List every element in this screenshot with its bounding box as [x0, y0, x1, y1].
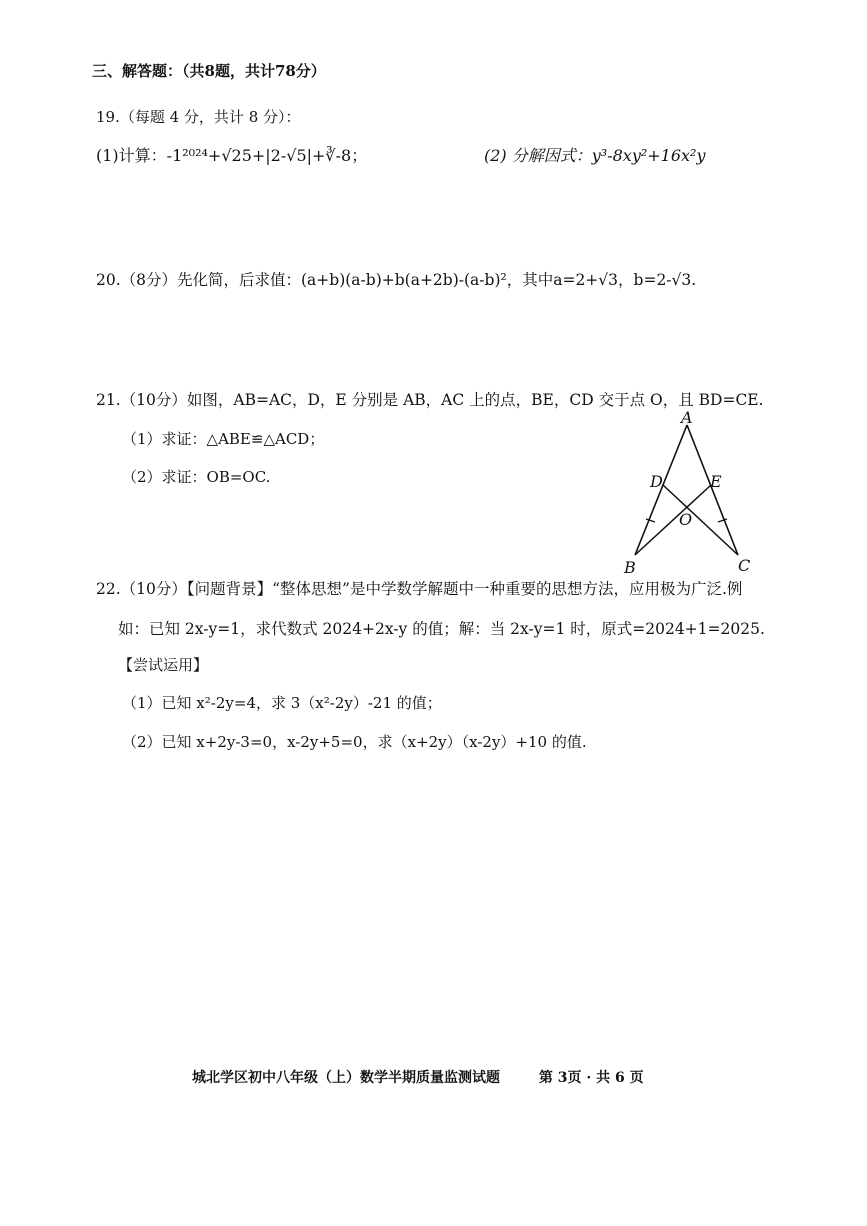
q22-line2: 如：已知 2x-y=1，求代数式 2024+2x-y 的值；解：当 2x-y=1 时，原式=2024+1=2025. [118, 620, 765, 638]
label-a: A [681, 408, 693, 427]
label-e: E [710, 472, 722, 491]
q22-line1: 22.（10分）【问题背景】“整体思想”是中学数学解题中一种重要的思想方法，应用极为广泛.例 [96, 580, 743, 598]
q21-part2: （2）求证：OB=OC. [122, 468, 271, 486]
q21-text: 21.（10分）如图，AB=AC，D，E 分别是 AB，AC 上的点，BE，CD 交于点 O，且 BD=CE. [96, 391, 764, 409]
label-b: B [624, 558, 636, 577]
q20-text: 20.（8分）先化简，后求值：(a+b)(a-b)+b(a+2b)-(a-b)²，其中a=2+√3，b=2-√3. [96, 271, 697, 289]
q22-part2: （2）已知 x+2y-3=0，x-2y+5=0，求（x+2y）（x-2y）+10 的值. [122, 733, 587, 751]
section-heading: 三、解答题：（共8题，共计78分） [92, 62, 326, 80]
page-footer [192, 1067, 644, 1087]
label-o: O [679, 510, 693, 529]
label-c: C [738, 556, 751, 575]
footer-page-number: 第 3页 · 共 6 页 [538, 1070, 644, 1086]
q22-part1: （1）已知 x²-2y=4，求 3（x²-2y）-21 的值； [122, 694, 442, 712]
label-d: D [650, 472, 663, 491]
triangle-diagram [610, 405, 770, 580]
tick-bd [646, 519, 655, 522]
q21-part1: （1）求证：△ABE≌△ACD； [122, 430, 325, 448]
q19-part1: (1)计算：-1²⁰²⁴+√25+|2-√5|+∛-8； [96, 146, 368, 165]
q19-intro: 19.（每题 4 分，共计 8 分）： [96, 108, 301, 126]
q22-subheading: 【尝试运用】 [118, 656, 209, 674]
q19-part2: (2) 分解因式：y³-8xy²+16x²y [484, 146, 706, 165]
footer-title: 城北学区初中八年级（上）数学半期质量监测试题 [192, 1070, 500, 1086]
